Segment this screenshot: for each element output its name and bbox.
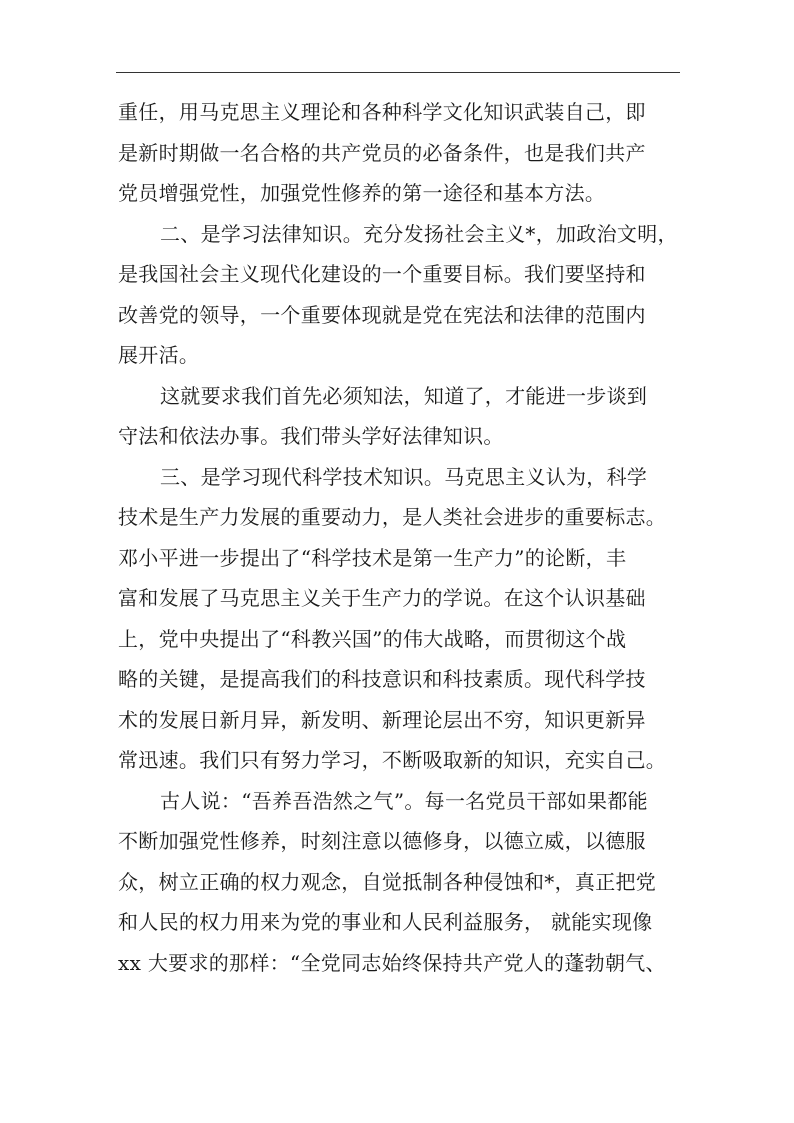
text-line: xx 大要求的那样：“全党同志始终保持共产党人的蓬勃朝气、 <box>118 950 666 975</box>
text-line: 众，树立正确的权力观念，自觉抵制各种侵蚀和*，真正把党 <box>118 869 657 894</box>
text-line: 不断加强党性修养，时刻注意以德修身，以德立威，以德服 <box>118 829 646 853</box>
text-line: 上，党中央提出了“科教兴国”的伟大战略，而贯彻这个战 <box>118 626 627 651</box>
text-line: 改善党的领导，一个重要体现就是党在宪法和法律的范围内 <box>118 302 646 327</box>
text-line: 守法和依法办事。我们带头学好法律知识。 <box>118 424 504 448</box>
text-line: 术的发展日新月异，新发明、新理论层出不穷，知识更新异 <box>118 707 646 732</box>
document-body <box>118 92 680 983</box>
paragraph-5 <box>118 781 680 984</box>
text-line: 古人说：“吾养吾浩然之气”。每一名党员干部如果都能 <box>160 788 648 813</box>
text-line: 略的关键，是提高我们的科技意识和科技素质。现代科学技 <box>118 667 646 691</box>
paragraph-2 <box>118 214 680 376</box>
text-line: 三、是学习现代科学技术知识。马克思主义认为，科学 <box>160 464 648 489</box>
text-line: 邓小平进一步提出了“科学技术是第一生产力”的论断，丰 <box>118 545 627 570</box>
text-line: 技术是生产力发展的重要动力，是人类社会进步的重要标志。 <box>118 505 667 529</box>
text-line: 常迅速。我们只有努力学习，不断吸取新的知识，充实自己。 <box>118 748 667 772</box>
text-line: 和人民的权力用来为党的事业和人民利益服务， 就能实现像 <box>118 910 653 934</box>
text-line: 展开活。 <box>118 343 200 367</box>
text-line: 二、是学习法律知识。充分发扬社会主义*，加政治文明， <box>160 221 678 246</box>
paragraph-1 <box>118 92 680 214</box>
text-line: 是新时期做一名合格的共产党员的必备条件，也是我们共产 <box>118 140 646 165</box>
text-line: 是我国社会主义现代化建设的一个重要目标。我们要坚持和 <box>118 262 646 286</box>
paragraph-3 <box>118 376 680 457</box>
header-rule <box>116 72 680 73</box>
text-line: 党员增强党性，加强党性修养的第一途径和基本方法。 <box>118 181 606 205</box>
text-line: 这就要求我们首先必须知法，知道了，才能进一步谈到 <box>160 383 648 408</box>
text-line: 重任，用马克思主义理论和各种科学文化知识武装自己，即 <box>118 100 646 124</box>
paragraph-4 <box>118 457 680 781</box>
text-line: 富和发展了马克思主义关于生产力的学说。在这个认识基础 <box>118 586 646 610</box>
